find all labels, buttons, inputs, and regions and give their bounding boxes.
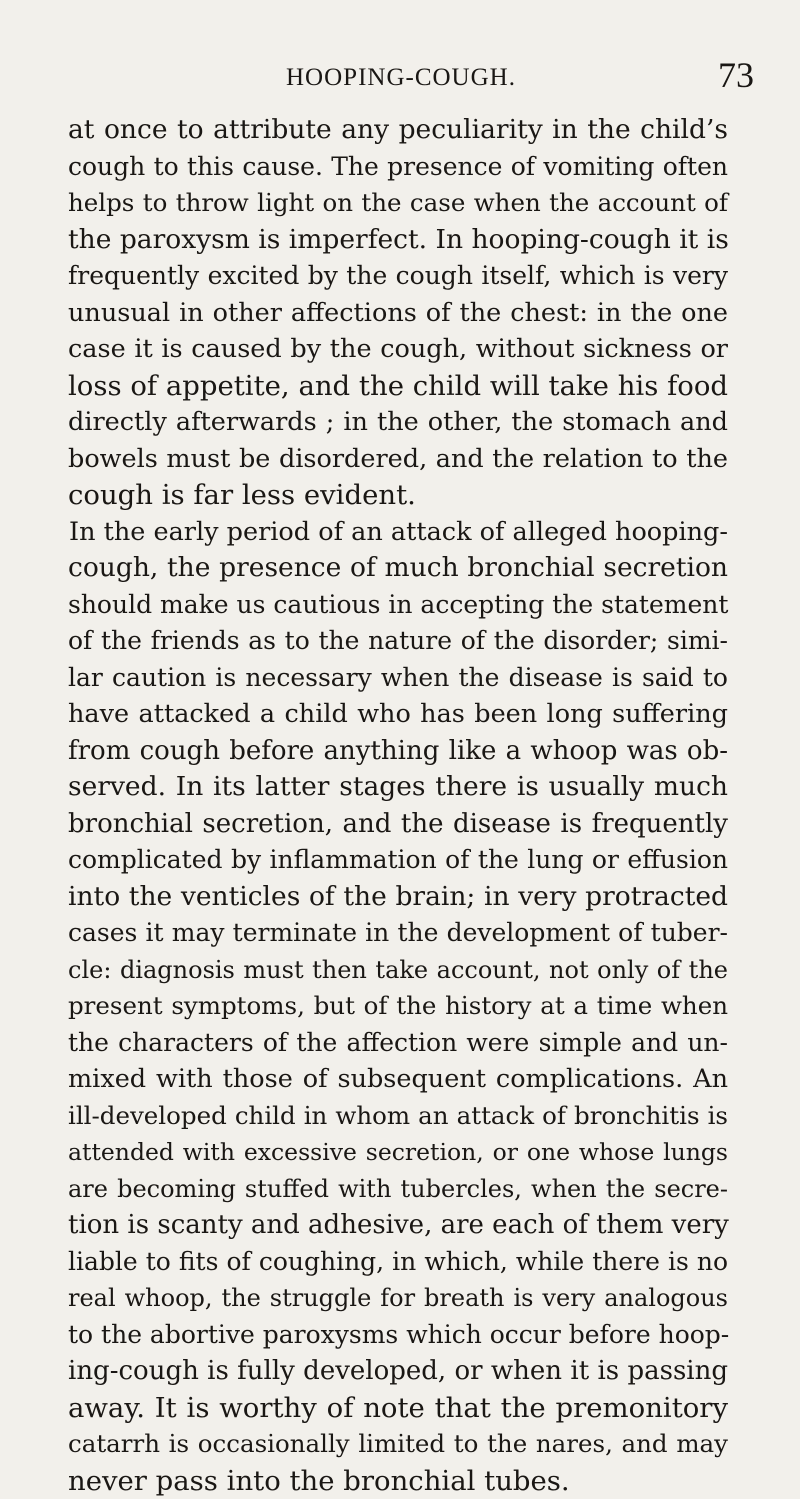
text-line: at once to attribute any peculiarity in the child’s	[68, 112, 728, 149]
text-line: liable to fits of coughing, in which, while there is no	[68, 1244, 728, 1281]
running-head	[0, 58, 800, 98]
paragraph-start-line: In the early period of an attack of alleged hooping-	[68, 514, 728, 551]
text-line: real whoop, the struggle for breath is very analogous	[68, 1280, 728, 1317]
text-line: helps to throw light on the case when the account of	[68, 185, 728, 222]
text-line: of the friends as to the nature of the disorder; simi-	[68, 623, 728, 660]
paragraph-end-line: never pass into the bronchial tubes.	[68, 1463, 728, 1499]
text-line: frequently excited by the cough itself, which is very	[68, 258, 728, 295]
text-line: cough to this cause. The presence of vomiting often	[68, 149, 728, 186]
text-line: mixed with those of subsequent complications. An	[68, 1061, 728, 1098]
text-line: into the venticles of the brain; in very protracted	[68, 879, 728, 916]
text-line: unusual in other affections of the chest: in the one	[68, 295, 728, 332]
text-line: the characters of the affection were simple and un-	[68, 1025, 728, 1062]
text-line: lar caution is necessary when the disease is said to	[68, 660, 728, 697]
text-line: cases it may terminate in the development of tuber-	[68, 915, 728, 952]
text-line: ill-developed child in whom an attack of bronchitis is	[68, 1098, 728, 1135]
text-line: the paroxysm is imperfect. In hooping-cough it is	[68, 222, 728, 259]
text-line: complicated by inflammation of the lung or effusion	[68, 842, 728, 879]
text-line: cough, the presence of much bronchial secretion	[68, 550, 728, 587]
body-text	[68, 112, 728, 1499]
text-line: case it is caused by the cough, without sickness or	[68, 331, 728, 368]
text-line: loss of appetite, and the child will take his food	[68, 368, 728, 405]
text-line: ing-cough is fully developed, or when it is passing	[68, 1353, 728, 1390]
page-number: 73	[718, 54, 754, 96]
text-line: are becoming stuffed with tubercles, when the secre-	[68, 1171, 728, 1208]
text-line: catarrh is occasionally limited to the nares, and may	[68, 1426, 728, 1463]
text-line: served. In its latter stages there is usually much	[68, 769, 728, 806]
text-line: directly afterwards ; in the other, the stomach and	[68, 404, 728, 441]
running-head-title: HOOPING-COUGH.	[286, 64, 516, 92]
text-line: have attacked a child who has been long suffering	[68, 696, 728, 733]
text-line: bowels must be disordered, and the relation to the	[68, 441, 728, 478]
text-line: to the abortive paroxysms which occur before hoop-	[68, 1317, 728, 1354]
text-line: from cough before anything like a whoop was ob-	[68, 733, 728, 770]
paragraph-end-line: cough is far less evident.	[68, 477, 728, 514]
text-line: bronchial secretion, and the disease is frequently	[68, 806, 728, 843]
text-line: attended with excessive secretion, or one whose lungs	[68, 1134, 728, 1171]
text-line: cle: diagnosis must then take account, not only of the	[68, 952, 728, 989]
text-line: tion is scanty and adhesive, are each of them very	[68, 1207, 728, 1244]
text-line: present symptoms, but of the history at a time when	[68, 988, 728, 1025]
text-line: away. It is worthy of note that the premonitory	[68, 1390, 728, 1427]
text-line: should make us cautious in accepting the statement	[68, 587, 728, 624]
